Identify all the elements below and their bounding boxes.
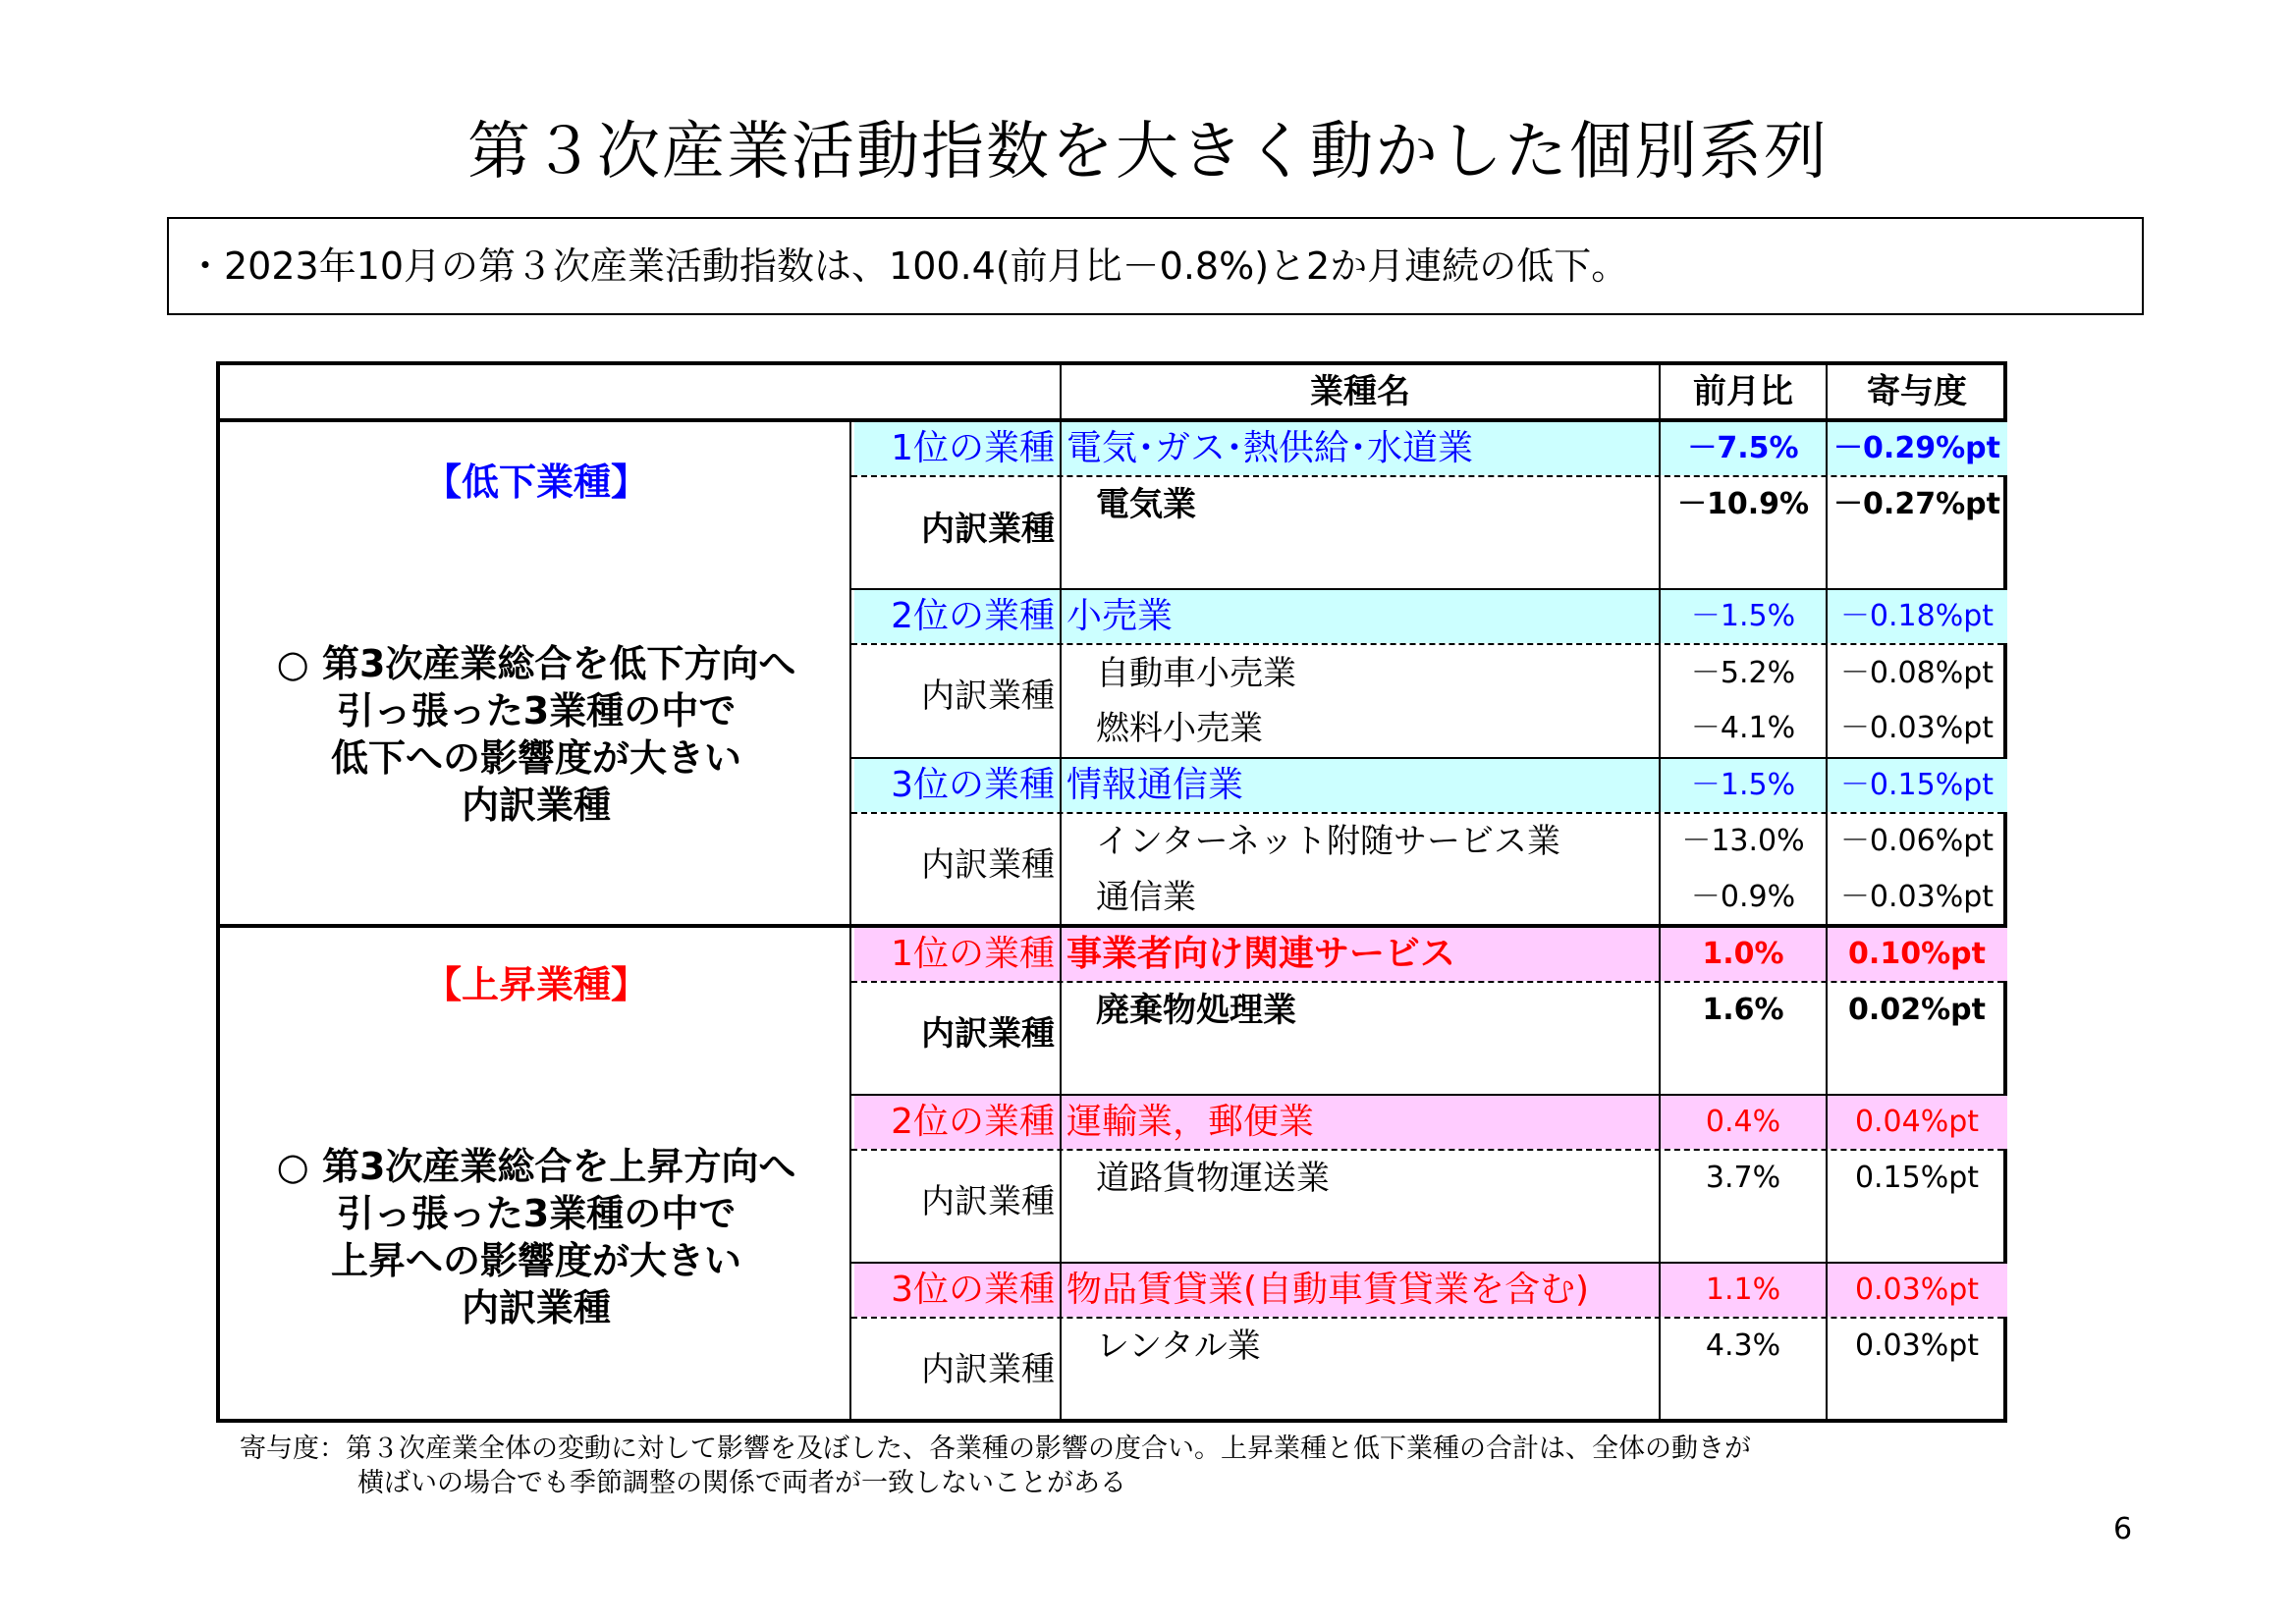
decline-rank3-sub-label: 内訳業種 bbox=[921, 845, 1055, 885]
grid-line bbox=[851, 1094, 2003, 1096]
decline-rank1-sub1-name: 電気業 bbox=[1096, 485, 1196, 524]
rise-section-label: 【上昇業種】 bbox=[423, 963, 648, 1006]
rise-rank1-name: 事業者向け関連サービス bbox=[1066, 934, 1456, 974]
decline-rank2-sub1-name: 自動車小売業 bbox=[1096, 654, 1296, 693]
decline-rank1-sub-label: 内訳業種 bbox=[921, 510, 1055, 549]
ranking-table bbox=[216, 361, 2007, 1423]
rise-rank2-mom: 0.4% bbox=[1705, 1105, 1781, 1139]
decline-rank2-name: 小売業 bbox=[1066, 596, 1174, 636]
grid-line bbox=[851, 475, 2003, 477]
header-mom: 前月比 bbox=[1693, 372, 1793, 411]
decline-rank1-sub1-contrib: －0.27%pt bbox=[1833, 487, 2000, 521]
decline-rank2-sub2-name: 燃料小売業 bbox=[1096, 709, 1263, 748]
decline-rank1-name: 電気･ガス･熱供給･水道業 bbox=[1066, 428, 1474, 468]
rise-rank3-label: 3位の業種 bbox=[891, 1270, 1055, 1310]
rise-rank2-sub-label: 内訳業種 bbox=[921, 1182, 1055, 1221]
rise-rank3-sub1-mom: 4.3% bbox=[1705, 1328, 1781, 1363]
footnote bbox=[240, 1432, 1751, 1500]
rise-rank3-sub1-contrib: 0.03%pt bbox=[1854, 1328, 1980, 1363]
rise-rank3-sub-label: 内訳業種 bbox=[921, 1350, 1055, 1389]
grid-line bbox=[851, 1149, 2003, 1151]
rise-rank2-contrib: 0.04%pt bbox=[1854, 1105, 1980, 1139]
grid-line bbox=[851, 757, 2003, 759]
page-title: 第３次産業活動指数を大きく動かした個別系列 bbox=[467, 116, 1829, 189]
grid-line bbox=[851, 1262, 2003, 1264]
decline-rank3-mom: －1.5% bbox=[1690, 768, 1796, 802]
grid-line bbox=[220, 418, 2003, 422]
decline-rank3-sub2-mom: －0.9% bbox=[1690, 880, 1796, 914]
grid-line bbox=[851, 812, 2003, 814]
decline-rank3-label: 3位の業種 bbox=[891, 765, 1055, 805]
decline-rank2-mom: －1.5% bbox=[1690, 599, 1796, 633]
rise-rank2-sub1-contrib: 0.15%pt bbox=[1854, 1161, 1980, 1195]
grid-line bbox=[851, 588, 2003, 590]
grid-line bbox=[851, 981, 2003, 983]
rise-rank2-sub1-name: 道路貨物運送業 bbox=[1096, 1159, 1330, 1198]
grid-line bbox=[849, 420, 851, 1419]
decline-rank3-sub1-name: インターネット附随サービス業 bbox=[1096, 822, 1560, 861]
decline-rank2-sub2-contrib: －0.03%pt bbox=[1839, 711, 1995, 745]
rise-rank1-sub1-name: 廃棄物処理業 bbox=[1096, 991, 1296, 1030]
decline-rank3-sub2-name: 通信業 bbox=[1096, 878, 1196, 917]
rise-rank1-sub1-mom: 1.6% bbox=[1702, 993, 1784, 1027]
decline-rank3-sub1-mom: －13.0% bbox=[1681, 824, 1805, 858]
rise-rank3-mom: 1.1% bbox=[1705, 1272, 1781, 1307]
summary-box: ・2023年10月の第３次産業活動指数は、100.4(前月比－0.8%)と2か月連続の低下。 bbox=[167, 217, 2144, 315]
rise-rank1-sub1-contrib: 0.02%pt bbox=[1848, 993, 1986, 1027]
rise-rank3-name: 物品賃貸業(自動車賃貸業を含む) bbox=[1066, 1270, 1590, 1310]
rise-rank2-label: 2位の業種 bbox=[891, 1102, 1055, 1142]
header-contrib: 寄与度 bbox=[1867, 372, 1967, 411]
decline-rank3-name: 情報通信業 bbox=[1066, 765, 1244, 805]
rise-rank2-sub1-mom: 3.7% bbox=[1705, 1161, 1781, 1195]
decline-rank3-sub1-contrib: －0.06%pt bbox=[1839, 824, 1995, 858]
decline-rank2-sub1-contrib: －0.08%pt bbox=[1839, 656, 1995, 690]
decline-rank3-sub2-contrib: －0.03%pt bbox=[1839, 880, 1995, 914]
grid-line bbox=[851, 1317, 2003, 1319]
decline-rank2-sub-label: 内訳業種 bbox=[921, 677, 1055, 716]
footnote-line-1: 寄与度：第３次産業全体の変動に対して影響を及ぼした、各業種の影響の度合い。上昇業種と低下業種の合計は、全体の動きが bbox=[240, 1434, 1751, 1464]
decline-rank3-contrib: －0.15%pt bbox=[1839, 768, 1995, 802]
rise-rank1-mom: 1.0% bbox=[1702, 937, 1784, 971]
rise-section-desc: ○ 第3次産業総合を上昇方向へ 引っ張った3業種の中で 上昇への影響度が大きい 内訳業種 bbox=[276, 1145, 796, 1329]
rise-rank3-contrib: 0.03%pt bbox=[1854, 1272, 1980, 1307]
decline-section-desc: ○ 第3次産業総合を低下方向へ 引っ張った3業種の中で 低下への影響度が大きい 内訳業種 bbox=[276, 642, 796, 827]
footnote-line-2: 横ばいの場合でも季節調整の関係で両者が一致しないことがある bbox=[357, 1468, 1126, 1498]
page-number: 6 bbox=[2113, 1512, 2133, 1546]
rise-rank1-label: 1位の業種 bbox=[891, 934, 1055, 974]
grid-line bbox=[220, 924, 2003, 928]
decline-rank1-sub1-mom: －10.9% bbox=[1676, 487, 1810, 521]
decline-rank2-label: 2位の業種 bbox=[891, 596, 1055, 636]
rise-rank3-sub1-name: レンタル業 bbox=[1096, 1326, 1261, 1366]
rise-rank1-contrib: 0.10%pt bbox=[1848, 937, 1986, 971]
grid-line bbox=[851, 643, 2003, 645]
rise-rank2-name: 運輸業，郵便業 bbox=[1066, 1102, 1315, 1142]
decline-rank1-label: 1位の業種 bbox=[891, 428, 1055, 468]
decline-section-label: 【低下業種】 bbox=[423, 460, 648, 504]
rise-rank1-sub-label: 内訳業種 bbox=[921, 1014, 1055, 1054]
decline-rank1-mom: －7.5% bbox=[1687, 431, 1799, 465]
header-industry: 業種名 bbox=[1310, 372, 1410, 411]
decline-rank2-sub1-mom: －5.2% bbox=[1690, 656, 1796, 690]
decline-rank1-contrib: －0.29%pt bbox=[1833, 431, 2000, 465]
decline-rank2-sub2-mom: －4.1% bbox=[1690, 711, 1796, 745]
decline-rank2-contrib: －0.18%pt bbox=[1839, 599, 1995, 633]
